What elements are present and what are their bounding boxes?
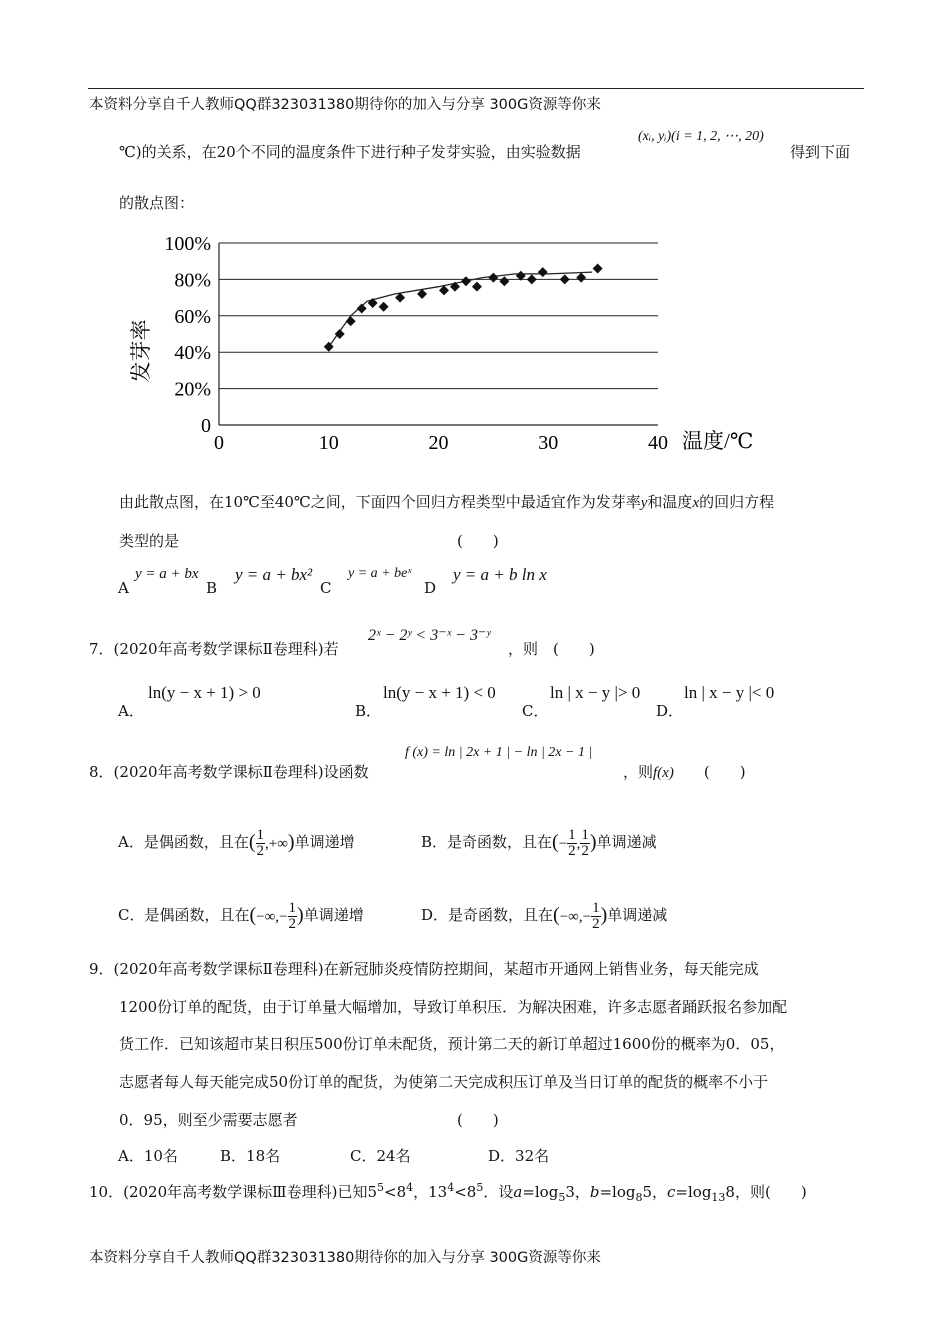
q7-option-c-math: ln | x − y |> 0 [550, 683, 641, 702]
q6-option-b-math: y = a + bx² [235, 565, 313, 584]
q9-option-b: B．18名 [220, 1147, 281, 1165]
q10-b-arg: 5， [642, 1183, 668, 1201]
q6-option-b-label: B [206, 579, 218, 597]
q6-option-d-label: D [424, 579, 437, 597]
q8-line [89, 761, 369, 782]
q8-interval-d: (−∞,− $\frac{1}{2}$ ) [553, 899, 608, 932]
q6-intro-b: 得到下面 [790, 143, 851, 161]
q8-tail-b: ( ) [673, 763, 746, 781]
x-tick-label: 10 [318, 432, 339, 454]
q10-c-var: c [667, 1183, 676, 1201]
q8-d-inf: −∞, [559, 909, 583, 925]
q8-option-a-post: 单调递增 [294, 833, 355, 851]
data-point [324, 342, 334, 352]
x-tick-label: 20 [428, 432, 449, 454]
q8-option-c-pre: C．是偶函数，且在 [118, 906, 250, 924]
q6-intro-a: ℃)的关系，在20个不同的温度条件下进行种子发芽实验，由实验数据 [119, 143, 581, 161]
q8-interval-a: ( $\frac{1}{2}$ ,+∞) [248, 826, 295, 859]
q8-c-num: 1 [288, 899, 297, 916]
data-point [538, 267, 548, 277]
q9-blank: ( ) [457, 1111, 499, 1129]
q7-option-c-label: C． [522, 702, 549, 720]
q9-option-a: A．10名 [118, 1147, 178, 1165]
q8-number: 8． [89, 763, 114, 781]
q8-option-a-pre: A．是偶函数，且在 [118, 833, 249, 851]
q6-question-b: 和温度 [647, 493, 693, 511]
q8-d-num: 1 [592, 899, 600, 916]
q6-intro-line1 [119, 141, 581, 162]
chart-y-label: 发芽率 [129, 319, 153, 383]
q7-option-b-label: B． [355, 702, 382, 720]
q8-c-minus: − [279, 909, 288, 925]
chart-x-label: 温度/℃ [682, 429, 754, 453]
y-tick-label: 20% [174, 378, 211, 401]
q10-b1: 5 [367, 1183, 377, 1201]
q8-interval-b: (− $\frac{1}{2}$ , $\frac{1}{2}$ ) [552, 826, 597, 859]
q7-option-a-math: ln(y − x + 1) > 0 [148, 683, 261, 702]
q7-line [89, 638, 339, 659]
q6-option-a-label: A [118, 579, 129, 597]
q8-interval-c: (−∞,− $\frac{1}{2}$ ) [249, 899, 304, 932]
q8-c-den: 2 [288, 915, 297, 932]
q6-option-c-math: y = a + beˣ [348, 566, 412, 581]
trend-curve [329, 272, 592, 347]
q10-a-var: a [513, 1183, 523, 1201]
y-tick-label: 60% [174, 305, 211, 328]
q10-source: (2020年高考数学课标Ⅲ卷理科)已知 [123, 1183, 368, 1201]
q10-e4: 5 [476, 1181, 484, 1194]
germination-scatter-chart [112, 226, 792, 458]
q8-tail [623, 761, 746, 782]
q9-line4: 志愿者每人每天能完成50份订单的配货，为使第二天完成积压订单及当日订单的配货的概率不小于 [119, 1073, 769, 1091]
header-text: 本资料分享自千人教师QQ群323031380期待你的加入与分享 300G资源等你来 [89, 97, 601, 113]
q9-option-d: D．32名 [488, 1147, 550, 1165]
q7-tail: ，则 ( ) [508, 640, 595, 658]
q8-b-minus: − [558, 836, 568, 852]
q6-question-c: 的回归方程 [699, 493, 775, 511]
q8-option-c-post: 单调递增 [303, 906, 364, 924]
q6-question-x: x [692, 495, 700, 511]
q8-option-d-post: 单调递减 [607, 906, 668, 924]
q10-line [89, 1181, 807, 1204]
y-tick-label: 40% [174, 342, 211, 365]
header-rule [88, 88, 864, 89]
q9-number: 9． [89, 960, 114, 978]
data-point [593, 263, 603, 273]
q8-b-den2: 2 [581, 842, 589, 859]
data-point [461, 276, 471, 286]
q8-option-b-post: 单调递减 [596, 833, 657, 851]
q9-line1 [89, 958, 759, 979]
q8-option-d-pre: D．是奇函数，且在 [421, 906, 554, 924]
data-point [527, 274, 537, 284]
q8-function: f (x) = ln | 2x + 1 | − ln | 2x − 1 | [405, 745, 593, 760]
q10-comma: ，13 [413, 1183, 448, 1201]
chart-y-ticks [164, 233, 211, 437]
q6-intro-math: (xᵢ, yᵢ)(i = 1, 2, ⋯, 20) [638, 129, 764, 144]
q8-source: (2020年高考数学课标Ⅱ卷理科)设函数 [113, 763, 369, 781]
x-tick-label: 30 [538, 432, 559, 454]
q9-line5: 0．95，则至少需要志愿者 [119, 1111, 298, 1129]
chart-gridlines [219, 243, 658, 389]
q10-a-eq: =log [522, 1183, 559, 1201]
q6-question-line1 [119, 491, 774, 512]
x-tick-label: 0 [214, 432, 224, 454]
q7-option-d-label: D． [656, 702, 684, 720]
q10-c-arg: 8，则 [725, 1183, 765, 1201]
data-point [335, 329, 345, 339]
q7-option-b-math: ln(y − x + 1) < 0 [383, 683, 496, 702]
y-tick-label: 0 [201, 415, 211, 437]
data-point [560, 274, 570, 284]
q8-option-c [118, 890, 364, 942]
q10-a-arg: 3， [565, 1183, 590, 1201]
chart-trend-curve [329, 272, 592, 347]
q8-a-inf: +∞ [268, 836, 288, 852]
q6-option-a-math: y = a + bx [135, 566, 199, 582]
q6-option-d-math: y = a + b ln x [453, 565, 547, 584]
q10-b-var: b [589, 1183, 600, 1201]
chart-points [324, 263, 603, 351]
q10-b-eq: =log [599, 1183, 636, 1201]
q8-d-minus: − [582, 909, 592, 925]
q10-mid: ．设 [483, 1183, 514, 1201]
data-point [488, 273, 498, 283]
q10-e3: 4 [447, 1181, 455, 1194]
q7-source: (2020年高考数学课标Ⅱ卷理科)若 [113, 640, 339, 658]
q10-c-base: 13 [711, 1191, 726, 1204]
q6-intro-c: 的散点图： [119, 194, 195, 212]
q9-option-c: C．24名 [350, 1147, 411, 1165]
q10-e2: 4 [406, 1181, 414, 1194]
q10-b-base: 8 [635, 1191, 643, 1204]
y-tick-label: 80% [174, 269, 211, 292]
q10-a-base: 5 [558, 1191, 566, 1204]
q7-condition: 2ˣ − 2ʸ < 3⁻ˣ − 3⁻ʸ [368, 627, 491, 644]
q10-c-eq: =log [675, 1183, 712, 1201]
q10-lt2: <8 [454, 1183, 477, 1201]
q8-b-num2: 1 [581, 826, 589, 843]
q6-question-y: y [640, 495, 648, 511]
q10-blank: ( ) [764, 1183, 807, 1201]
data-point [379, 302, 389, 312]
y-tick-label: 100% [164, 233, 211, 255]
q8-option-b-pre: B．是奇函数，且在 [421, 833, 553, 851]
data-point [499, 276, 509, 286]
q7-option-a-label: A． [118, 702, 144, 720]
q10-lt1: <8 [384, 1183, 407, 1201]
q8-option-b [421, 817, 657, 869]
data-point [472, 282, 482, 292]
q8-a-num: 1 [256, 826, 265, 843]
q6-option-c-label: C [320, 579, 332, 597]
q9-line1-text: (2020年高考数学课标Ⅱ卷理科)在新冠肺炎疫情防控期间，某超市开通网上销售业务，每天能完成 [113, 960, 759, 978]
q8-a-den: 2 [256, 842, 265, 859]
q8-c-inf: −∞, [256, 909, 280, 925]
data-point [346, 316, 356, 326]
q8-option-a [118, 817, 355, 869]
q6-blank: ( ) [457, 532, 499, 550]
data-point [368, 298, 378, 308]
q8-b-den1: 2 [568, 842, 576, 859]
q6-question-a: 由此散点图，在10℃至40℃之间，下面四个回归方程类型中最适宜作为发芽率 [119, 493, 641, 511]
data-point [357, 304, 367, 314]
q9-line3: 货工作．已知该超市某日积压500份订单未配货，预计第二天的新订单超过1600份的概率为0．05， [119, 1035, 785, 1053]
chart-axes [219, 243, 658, 425]
q6-question-d: 类型的是 [119, 532, 180, 550]
q7-option-d-math: ln | x − y |< 0 [684, 683, 775, 702]
q10-number: 10． [89, 1183, 124, 1201]
x-tick-label: 40 [648, 432, 668, 454]
q8-b-num1: 1 [568, 826, 576, 843]
data-point [576, 273, 586, 283]
chart-x-ticks [214, 432, 668, 454]
footer-text: 本资料分享自千人教师QQ群323031380期待你的加入与分享 300G资源等你来 [89, 1250, 601, 1266]
q7-number: 7． [89, 640, 114, 658]
q8-tail-a: ，则 [623, 763, 654, 781]
q9-line2: 1200份订单的配货，由于订单量大幅增加，导致订单积压．为解决困难，许多志愿者踊跃报名参加配 [119, 998, 788, 1016]
q8-d-den: 2 [592, 915, 600, 932]
q8-option-d [421, 890, 667, 942]
q10-e1: 5 [377, 1181, 384, 1194]
q8-tail-f: f(x) [653, 765, 674, 781]
